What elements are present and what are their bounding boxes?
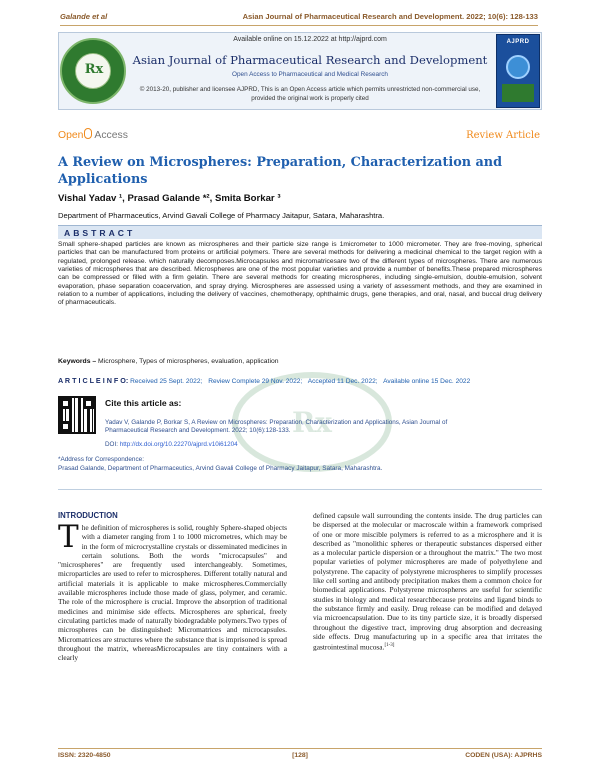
introduction-heading: INTRODUCTION bbox=[58, 511, 118, 520]
keywords-list: Microsphere, Types of microspheres, evaluation, application bbox=[98, 358, 279, 365]
issn: ISSN: 2320-4850 bbox=[58, 752, 111, 759]
abstract-text: Small sphere-shaped particles are known as microspheres and their particle size range is 1micrometer to 1000 micrometer. They are free-moving, spherical particles that can be manufactured from proteins or artificial polymers. There are several methods for delivering a medicinal chemical to the target region with a regulated, prolonged release. which naturally decomposes.Microcapsules and micromatricesare two of the different types of microspheres. There are numerous varieties of microspheres that are described. Microspheres are one of the most popular varieties and provide a number of benefits.These prepared microspheres can be compressed or filled with a firm gelatin. There are several methods for creating microspheres, including single-emulsion, double-emulsion, solvent evaporation, phase separation coacervation, and spray drying. Microspheres are assessed using a variety of assessment methods, and they are examined in relation to a number of applications, including the delivery of vaccines, chemotherapy, ophthalmic drugs, gene therapies, and oral, nasal, and buccal drug delivery of pharmaceuticals. bbox=[58, 241, 542, 307]
journal-logo-icon bbox=[60, 38, 126, 104]
abstract-heading-bar bbox=[58, 225, 542, 239]
logo-mark: Rx bbox=[84, 62, 104, 77]
correspondence-label: *Address for Correspondence: bbox=[58, 456, 144, 463]
cite-heading: Cite this article as: bbox=[105, 398, 182, 408]
abstract-heading: ABSTRACT bbox=[64, 228, 136, 238]
journal-title: Asian Journal of Pharmaceutical Research and Development bbox=[132, 53, 488, 67]
coden: CODEN (USA): AJPRHS bbox=[465, 752, 542, 759]
journal-cover-icon bbox=[496, 34, 540, 108]
correspondence-text: Prasad Galande, Department of Pharmaceutics, Arvind Gavali College of Pharmacy Jaitapur, Satara, Maharashtra. bbox=[58, 464, 383, 472]
doi-link[interactable]: http://dx.doi.org/10.22270/ajprd.v10i61204 bbox=[119, 441, 238, 448]
footer-rule bbox=[58, 748, 542, 749]
running-header-citation: Asian Journal of Pharmaceutical Research and Development. 2022; 10(6): 128-133 bbox=[242, 12, 538, 21]
page-number: [128] bbox=[292, 752, 308, 759]
qr-code-icon[interactable] bbox=[58, 396, 96, 434]
keywords-label: Keywords – bbox=[58, 358, 97, 365]
section-divider bbox=[58, 489, 542, 490]
article-info-label: A R T I C L E I N F O: bbox=[58, 376, 129, 385]
header-rule bbox=[60, 25, 538, 26]
cover-label: AJPRD bbox=[506, 39, 530, 45]
reference-marker[interactable]: [1-3] bbox=[384, 643, 395, 649]
open-lock-icon bbox=[84, 128, 92, 139]
open-access-label: Open Access bbox=[58, 130, 128, 141]
doi-line bbox=[105, 441, 238, 448]
received-date: Received 25 Sept. 2022; bbox=[130, 378, 203, 385]
page-footer bbox=[58, 752, 542, 764]
body-column-right bbox=[313, 511, 542, 652]
watermark-mark: Rx bbox=[292, 406, 332, 439]
affiliation: Department of Pharmaceutics, Arvind Gavali College of Pharmacy Jaitapur, Satara, Maharashtra. bbox=[58, 211, 385, 220]
article-info bbox=[58, 376, 542, 388]
license-text: © 2013-20, publisher and licensee AJPRD, This is an Open Access article which permits unrestricted non-commercial use, provided the original work is properly cited bbox=[139, 86, 481, 102]
article-type: Review Article bbox=[466, 130, 540, 141]
available-date: Available online 15 Dec. 2022 bbox=[383, 378, 471, 385]
intro-text-right: defined capsule wall surrounding the contents inside. The drug particles can be dispersed at the molecular or macroscale within a framework comprised of one or more miscible polymers is referred to as a microsphere and it is described as "monolithic spheres or therapeutic substances dispersed either as a molecular particle dispersion or a throughout the matrix." The two most popular varieties of polymer microspheres are made of polyethylene and polystyrene. The capacity of polystyrene microspheres to simplify processes like cell sorting and antibody precipitation makes them a common choice for biomedical applications. Polystyrene microspheres are useful for scientific studies in biology and medical researchbecause proteins and ligand binds to the substance firmly and easily. Drug release can be modified and delayed via microencapsulation. Due to its tiny particle size, it is broadly dispersed throughout the digestive tract, improving drug absorption and decreasing side effects. Drug manufacturing up in a specific area that irritates the gastrointestinal mucosa. bbox=[313, 511, 542, 652]
article-title: A Review on Microspheres: Preparation, Characterization and Applications bbox=[58, 155, 503, 187]
authors: Vishal Yadav ¹, Prasad Galande *², Smita Borkar ³ bbox=[58, 193, 281, 204]
doi-label: DOI: bbox=[105, 441, 118, 448]
running-header bbox=[60, 12, 538, 24]
journal-subtitle: Open Access to Pharmaceutical and Medical Research bbox=[232, 71, 388, 78]
review-date: Review Complete 29 Nov. 2022; bbox=[208, 378, 303, 385]
accepted-date: Accepted 11 Dec. 2022; bbox=[307, 378, 378, 385]
keywords bbox=[58, 358, 542, 365]
correspondence bbox=[58, 456, 542, 473]
body-column-left bbox=[58, 519, 287, 663]
available-online[interactable]: Available online on 15.12.2022 at http://ajprd.com bbox=[233, 36, 387, 43]
cite-text: Yadav V, Galande P, Borkar S, A Review on Microspheres: Preparation, Characterization and Applications, Asian Journal of Pharmaceutical Research and Development. 2022; 10(6):128-133. bbox=[105, 419, 448, 435]
drop-cap: T bbox=[58, 519, 79, 555]
intro-text-left: he definition of microspheres is solid, roughly Sphere-shaped objects with a diameter ranging from 1 to 1000 micrometres, which may be in the form of microcrystalline crystals or disseminated medicines in certain solutions. Both the words "microcapsules" and "microspheres" are frequently used interchangeably. Sometimes, microparticles are used to refer to microspheres. Different totally natural and artificial materials it is applicable to make microspheres.Commercially available microspheres include those made of glass, polymer, and ceramic. The role of the microsphere is crucial. Improve the absorption of traditional medicines and minimise side effects. Microspheres are spherical, freely circulating particles made of naturally biodegradable polymers.Two types of microspheres can be distinguished: Micromatrices and microcapsules. Micromatrices are structures where the substance that is imprisoned is spread throughout the matrix, whereasMicrocapsules are tiny containers with a clearly bbox=[58, 523, 287, 663]
running-header-author: Galande et al bbox=[60, 12, 108, 21]
